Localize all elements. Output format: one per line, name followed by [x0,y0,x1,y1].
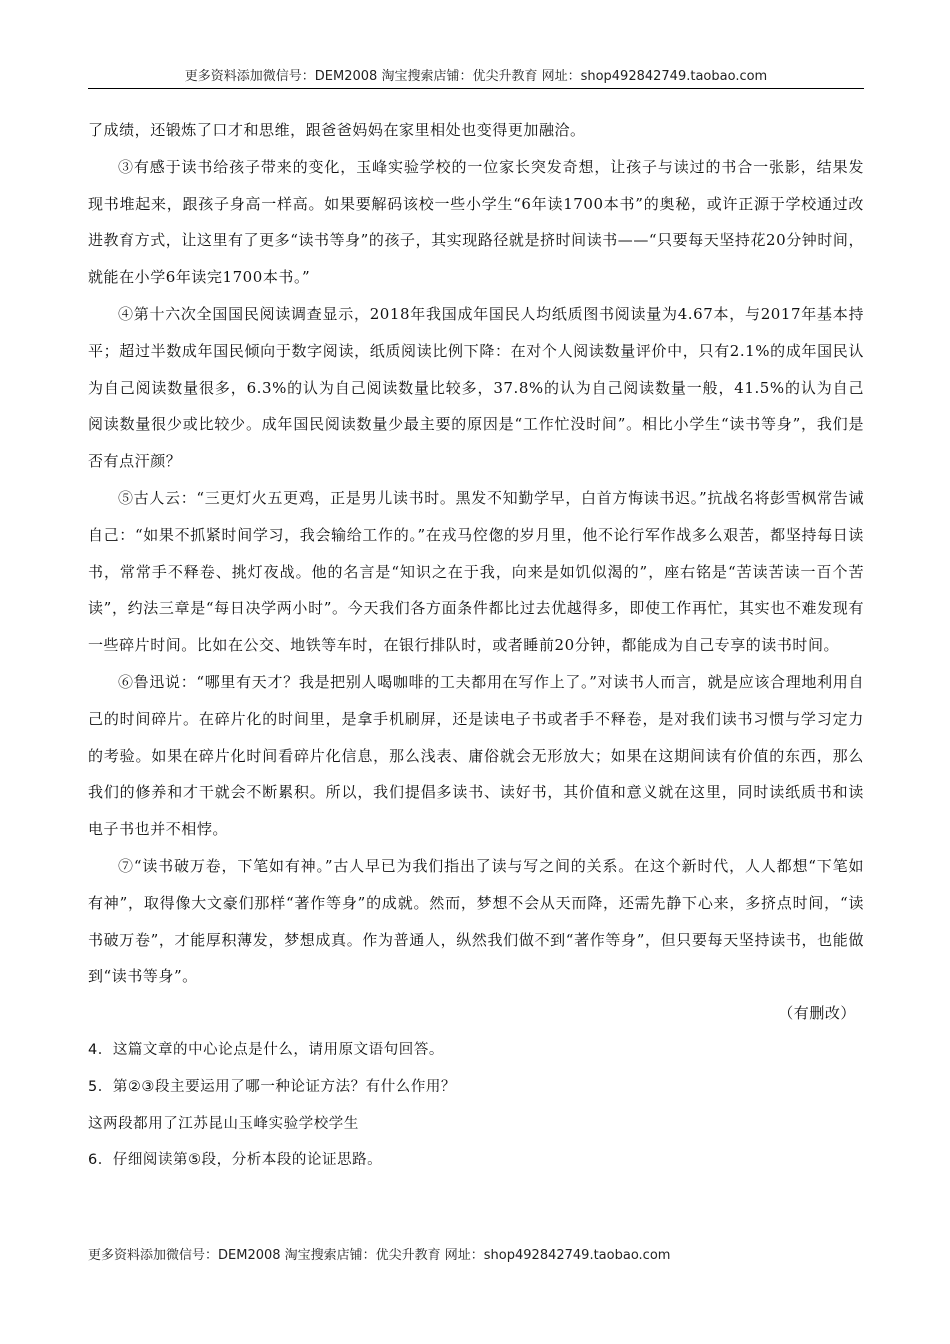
paragraph-7: ⑦“读书破万卷，下笔如有神。”古人早已为我们指出了读与写之间的关系。在这个新时代，人人都想“下笔如有神”，取得像大文豪们那样“著作等身”的成就。然而，梦想不会从天而降，还需先静下心来，多挤点时间，“读书破万卷”，才能厚积薄发，梦想成真。作为普通人，纵然我们做不到“著作等身”，但只要每天坚持读书，也能做到“读书等身”。 [88,856,864,986]
paragraph-4: ④第十六次全国国民阅读调查显示，2018年我国成年国民人均纸质图书阅读量为4.67本，与2017年基本持平；超过半数成年国民倾向于数字阅读，纸质阅读比例下降：在对个人阅读数量评价中，只有2.1%的成年国民认为自己阅读数量很多，6.3%的认为自己阅读数量比较多，37.8%的认为自己阅读数量一般，41.5%的认为自己阅读数量很少或比较少。成年国民阅读数量少最主要的原因是“工作忙没时间”。相比小学生“读书等身”，我们是否有点汗颜？ [88,304,864,471]
source-credit: （有删改） [778,1004,856,1023]
paragraph-3: ③有感于读书给孩子带来的变化，玉峰实验学校的一位家长突发奇想，让孩子与读过的书合一张影，结果发现书堆起来，跟孩子身高一样高。如果要解码该校一些小学生“6年读1700本书”的奥秘，或许正源于学校通过改进教育方式，让这里有了更多“读书等身”的孩子，其实现路径就是挤时间读书——“只要每天坚持花20分钟时间，就能在小学6年读完1700本书。” [88,157,864,287]
paragraph-6: ⑥鲁迅说：“哪里有天才？我是把别人喝咖啡的工夫都用在写作上了。”对读书人而言，就是应该合理地利用自己的时间碎片。在碎片化的时间里，是拿手机刷屏，还是读电子书或者手不释卷，是对我们读书习惯与学习定力的考验。如果在碎片化时间看碎片化信息，那么浅表、庸俗就会无形放大；如果在这期间读有价值的东西，那么我们的修养和才干就会不断累积。所以，我们提倡多读书、读好书，其价值和意义就在这里，同时读纸质书和读电子书也并不相悖。 [88,672,864,839]
page-footer: 更多资料添加微信号：DEM2008 淘宝搜索店铺：优尖升教育 网址：shop492842749.taobao.com [88,1248,671,1263]
header-divider [88,88,864,89]
paragraph-continuation: 了成绩，还锻炼了口才和思维，跟爸爸妈妈在家里相处也变得更加融洽。 [88,121,586,139]
answer-5: 这两段都用了江苏昆山玉峰实验学校学生 [88,1115,359,1132]
question-4: 4．这篇文章的中心论点是什么，请用原文语句回答。 [88,1041,444,1058]
question-5: 5．第②③段主要运用了哪一种论证方法？有什么作用？ [88,1078,456,1095]
page-header: 更多资料添加微信号：DEM2008 淘宝搜索店铺：优尖升教育 网址：shop492842749.taobao.com [184,69,768,84]
question-6: 6．仔细阅读第⑤段，分析本段的论证思路。 [88,1152,383,1169]
document-body [88,112,864,1179]
paragraph-5: ⑤古人云：“三更灯火五更鸡，正是男儿读书时。黑发不知勤学早，白首方悔读书迟。”抗战名将彭雪枫常告诫自己：“如果不抓紧时间学习，我会输给工作的。”在戎马倥偬的岁月里，他不论行军作战多么艰苦，都坚持每日读书，常常手不释卷、挑灯夜战。他的名言是“知识之在于我，向来是如饥似渴的”，座右铭是“苦读苦读一百个苦读”，约法三章是“每日决学两小时”。今天我们各方面条件都比过去优越得多，即使工作再忙，其实也不难发现有一些碎片时间。比如在公交、地铁等车时，在银行排队时，或者睡前20分钟，都能成为自己专享的读书时间。 [88,488,864,655]
